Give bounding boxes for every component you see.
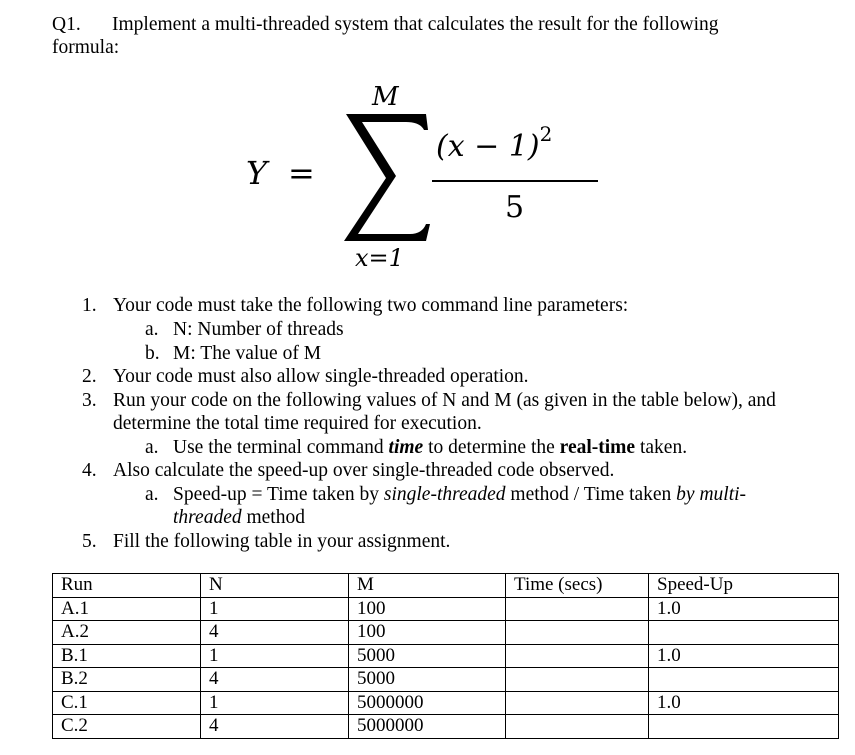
table-header-row [53, 574, 839, 598]
formula-equals: = [288, 154, 315, 192]
table-cell: 5000000 [349, 715, 506, 739]
table-cell: C.2 [53, 715, 201, 739]
table-cell: C.1 [53, 691, 201, 715]
question-number: Q1. [52, 14, 81, 35]
table-row [53, 621, 839, 645]
table-cell: 4 [201, 668, 349, 692]
table-header: Run [53, 574, 201, 598]
table-cell [649, 621, 839, 645]
formula-denominator: 5 [505, 190, 525, 225]
table-cell: 1.0 [649, 597, 839, 621]
formula-upper-limit: M [372, 82, 399, 112]
table-cell [506, 691, 649, 715]
table-row [53, 668, 839, 692]
table-header: Time (secs) [506, 574, 649, 598]
table-cell: 4 [201, 715, 349, 739]
table-row [53, 597, 839, 621]
question-heading [52, 13, 832, 59]
formula-exponent: 2 [539, 122, 553, 146]
results-table [52, 573, 839, 739]
table-header: M [349, 574, 506, 598]
table-cell: A.2 [53, 621, 201, 645]
formula-numerator: $(x - 1)^2$ [436, 122, 553, 164]
table-cell: 100 [349, 621, 506, 645]
table-cell: 1.0 [649, 691, 839, 715]
table-row [53, 644, 839, 668]
table-row [53, 715, 839, 739]
table-cell [506, 621, 649, 645]
summation-formula [0, 80, 855, 290]
formula-lower-limit: x=1 [355, 244, 404, 272]
fraction-bar [432, 180, 598, 182]
table-cell: 1 [201, 597, 349, 621]
table-cell: 5000 [349, 644, 506, 668]
question-text-line1: Implement a multi-threaded system that calculates the result for the following [112, 14, 719, 35]
formula-lhs: Y [246, 154, 268, 192]
table-header: N [201, 574, 349, 598]
table-cell: 5000000 [349, 691, 506, 715]
table-cell [506, 644, 649, 668]
table-cell: B.1 [53, 644, 201, 668]
table-cell: B.2 [53, 668, 201, 692]
question-text-line2: formula: [52, 37, 120, 58]
table-cell: 1 [201, 691, 349, 715]
table-cell [649, 668, 839, 692]
table-cell [506, 597, 649, 621]
real-time-term: real-time [559, 437, 636, 458]
table-cell: 1 [201, 644, 349, 668]
table-cell: 1.0 [649, 644, 839, 668]
sigma-icon [340, 110, 432, 245]
table-cell: 4 [201, 621, 349, 645]
table-cell [649, 715, 839, 739]
table-row [53, 691, 839, 715]
time-command: time [388, 437, 424, 458]
table-cell: A.1 [53, 597, 201, 621]
table-cell: 5000 [349, 668, 506, 692]
table-cell: 100 [349, 597, 506, 621]
table-header: Speed-Up [649, 574, 839, 598]
table-cell [506, 715, 649, 739]
table-cell [506, 668, 649, 692]
